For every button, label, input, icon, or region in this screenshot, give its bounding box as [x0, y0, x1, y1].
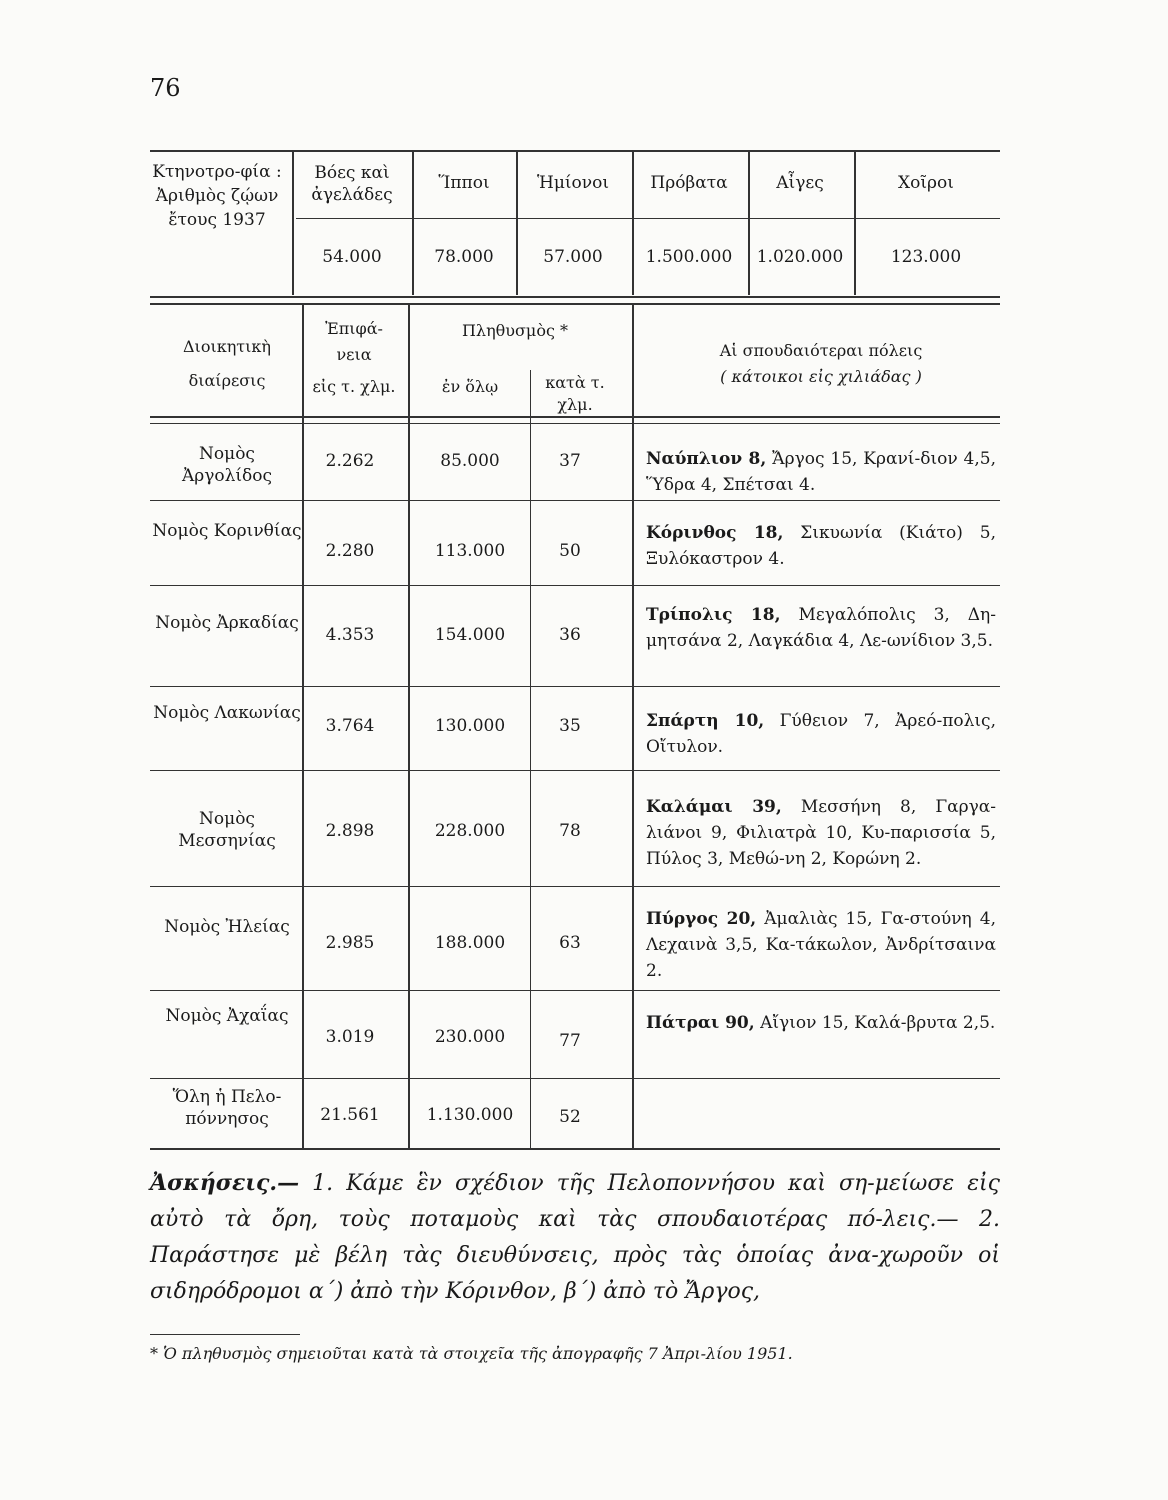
prefecture-name: Νομὸς Ἀργολίδος	[181, 444, 273, 486]
exercises-text: 1. Κάμε ἓν σχέδιον τῆς Πελοποννήσου καὶ ση-μείωσε εἰς αὐτὸ τὰ ὄρη, τοὺς ποταμοὺς καὶ τὰς σπουδαιοτέρας πό-λεις.— 2. Παράστησε μὲ βέλη τὰς διευθύνσεις, πρὸς τὰς ὁποίας ἀνα-χωροῦν οἱ σιδηρόδρομοι α΄) ἀπὸ τὴν Κόρινθον, β΄) ἀπὸ τὸ Ἄργος,	[150, 1171, 1000, 1304]
prefecture-name: Ὅλη ἡ Πελο-πόννησος	[172, 1087, 282, 1129]
livestock-value: 78.000	[434, 247, 494, 267]
row-rule	[150, 770, 1000, 771]
area-value: 2.280	[325, 541, 375, 561]
cities-list: Πάτραι 90, Αἴγιον 15, Καλά-βρυτα 2,5.	[646, 1013, 996, 1033]
cities-list: Σπάρτη 10, Γύθειον 7, Ἀρεό-πολις, Οἴτυλον.	[646, 711, 996, 757]
livestock-value: 123.000	[890, 247, 962, 267]
population-value: 154.000	[434, 625, 506, 645]
area-value: 2.262	[325, 451, 375, 471]
cities-list: Ναύπλιον 8, Ἄργος 15, Κρανί-διον 4,5, Ὕδρα 4, Σπέτσαι 4.	[646, 449, 996, 495]
cities-list: Κόρινθος 18, Σικυωνία (Κιάτο) 5, Ξυλόκαστρον 4.	[646, 523, 996, 569]
livestock-header: Ἵπποι	[438, 173, 490, 193]
table-rule	[150, 150, 1000, 152]
density-value: 52	[559, 1107, 581, 1127]
table-rule	[150, 423, 1000, 424]
livestock-header: Χοῖροι	[898, 173, 954, 193]
row-rule	[150, 686, 1000, 687]
cities-list: Τρίπολις 18, Μεγαλόπολις 3, Δη-μητσάνα 2, Λαγκάδια 4, Λε-ωνίδιον 3,5.	[646, 605, 996, 651]
column-rule	[292, 150, 294, 295]
area-value: 21.561	[320, 1105, 380, 1125]
livestock-value: 1.500.000	[645, 247, 733, 267]
table-rule	[296, 218, 1000, 219]
row-rule	[150, 990, 1000, 991]
livestock-header: Αἶγες	[776, 173, 824, 193]
livestock-header: Βόες καὶ ἀγελάδες	[311, 163, 393, 205]
header-population: Πληθυσμὸς *	[461, 321, 569, 340]
livestock-header: Πρόβατα	[650, 173, 728, 193]
area-value: 4.353	[325, 625, 375, 645]
table-rule	[150, 296, 1000, 298]
header-area: Ἐπιφά-	[325, 319, 383, 338]
density-value: 63	[559, 933, 581, 953]
header-density: κατὰ τ. χλμ.	[545, 373, 605, 414]
livestock-value: 1.020.000	[756, 247, 844, 267]
row-rule	[150, 500, 1000, 501]
density-value: 50	[559, 541, 581, 561]
population-value: 85.000	[440, 451, 500, 471]
prefecture-name: Νομὸς Μεσσηνίας	[178, 809, 276, 851]
footnote: * Ὁ πληθυσμὸς σημειοῦται κατὰ τὰ στοιχεῖα τῆς ἀπογραφῆς 7 Ἀπρι-λίου 1951.	[150, 1344, 793, 1363]
area-value: 2.985	[325, 933, 375, 953]
density-value: 35	[559, 716, 581, 736]
page-number: 76	[150, 74, 181, 102]
footnote-rule	[150, 1334, 300, 1335]
population-value: 1.130.000	[426, 1105, 514, 1125]
area-value: 3.764	[325, 716, 375, 736]
cities-list: Πύργος 20, Ἀμαλιὰς 15, Γα-στούνη 4, Λεχαινὰ 3,5, Κα-τάκωλον, Ἀνδρίτσαινα 2.	[646, 909, 996, 981]
livestock-value: 54.000	[322, 247, 382, 267]
header-cities: Αἱ σπουδαιότεραι πόλεις	[719, 341, 923, 360]
header-population-total: ἐν ὅλῳ	[441, 377, 499, 396]
prefecture-name: Νομὸς Κορινθίας	[152, 521, 302, 541]
prefecture-name: Νομὸς Ἀχαΐας	[165, 1006, 289, 1026]
exercises-paragraph	[150, 1165, 1000, 1310]
population-value: 230.000	[434, 1027, 506, 1047]
prefecture-name: Νομὸς Ἠλείας	[164, 917, 290, 937]
cities-list: Καλάμαι 39, Μεσσήνη 8, Γαργα-λιάνοι 9, Φιλιατρὰ 10, Κυ-παρισσία 5, Πύλος 3, Μεθώ-νη 2, Κορώνη 2.	[646, 797, 996, 869]
column-rule	[302, 303, 304, 1148]
header-division: Διοικητικὴ διαίρεσις	[182, 337, 272, 390]
population-value: 228.000	[434, 821, 506, 841]
density-value: 37	[559, 451, 581, 471]
population-value: 130.000	[434, 716, 506, 736]
area-value: 2.898	[325, 821, 375, 841]
area-value: 3.019	[325, 1027, 375, 1047]
header-cities-note: ( κάτοικοι εἰς χιλιάδας )	[720, 367, 922, 386]
prefecture-name: Νομὸς Λακωνίας	[153, 703, 301, 723]
density-value: 78	[559, 821, 581, 841]
header-area: νεια	[336, 345, 372, 364]
table-rule	[150, 303, 1000, 305]
row-rule	[150, 585, 1000, 586]
livestock-header: Ἡμίονοι	[536, 173, 610, 193]
column-rule	[408, 303, 410, 1148]
row-rule	[150, 886, 1000, 887]
prefecture-name: Νομὸς Ἀρκαδίας	[155, 613, 299, 633]
exercises-heading: Ἀσκήσεις.—	[150, 1170, 300, 1196]
population-value: 188.000	[434, 933, 506, 953]
livestock-value: 57.000	[543, 247, 603, 267]
density-value: 36	[559, 625, 581, 645]
column-rule	[530, 370, 531, 1148]
population-value: 113.000	[434, 541, 506, 561]
column-rule	[632, 303, 634, 1148]
livestock-row-label: Κτηνοτρο-φία : Ἀριθμὸς ζῴων ἔτους 1937	[152, 162, 282, 230]
header-area: εἰς τ. χλμ.	[312, 377, 396, 396]
row-rule	[150, 1078, 1000, 1079]
density-value: 77	[559, 1031, 581, 1051]
table-rule	[150, 1148, 1000, 1150]
table-rule	[150, 416, 1000, 418]
